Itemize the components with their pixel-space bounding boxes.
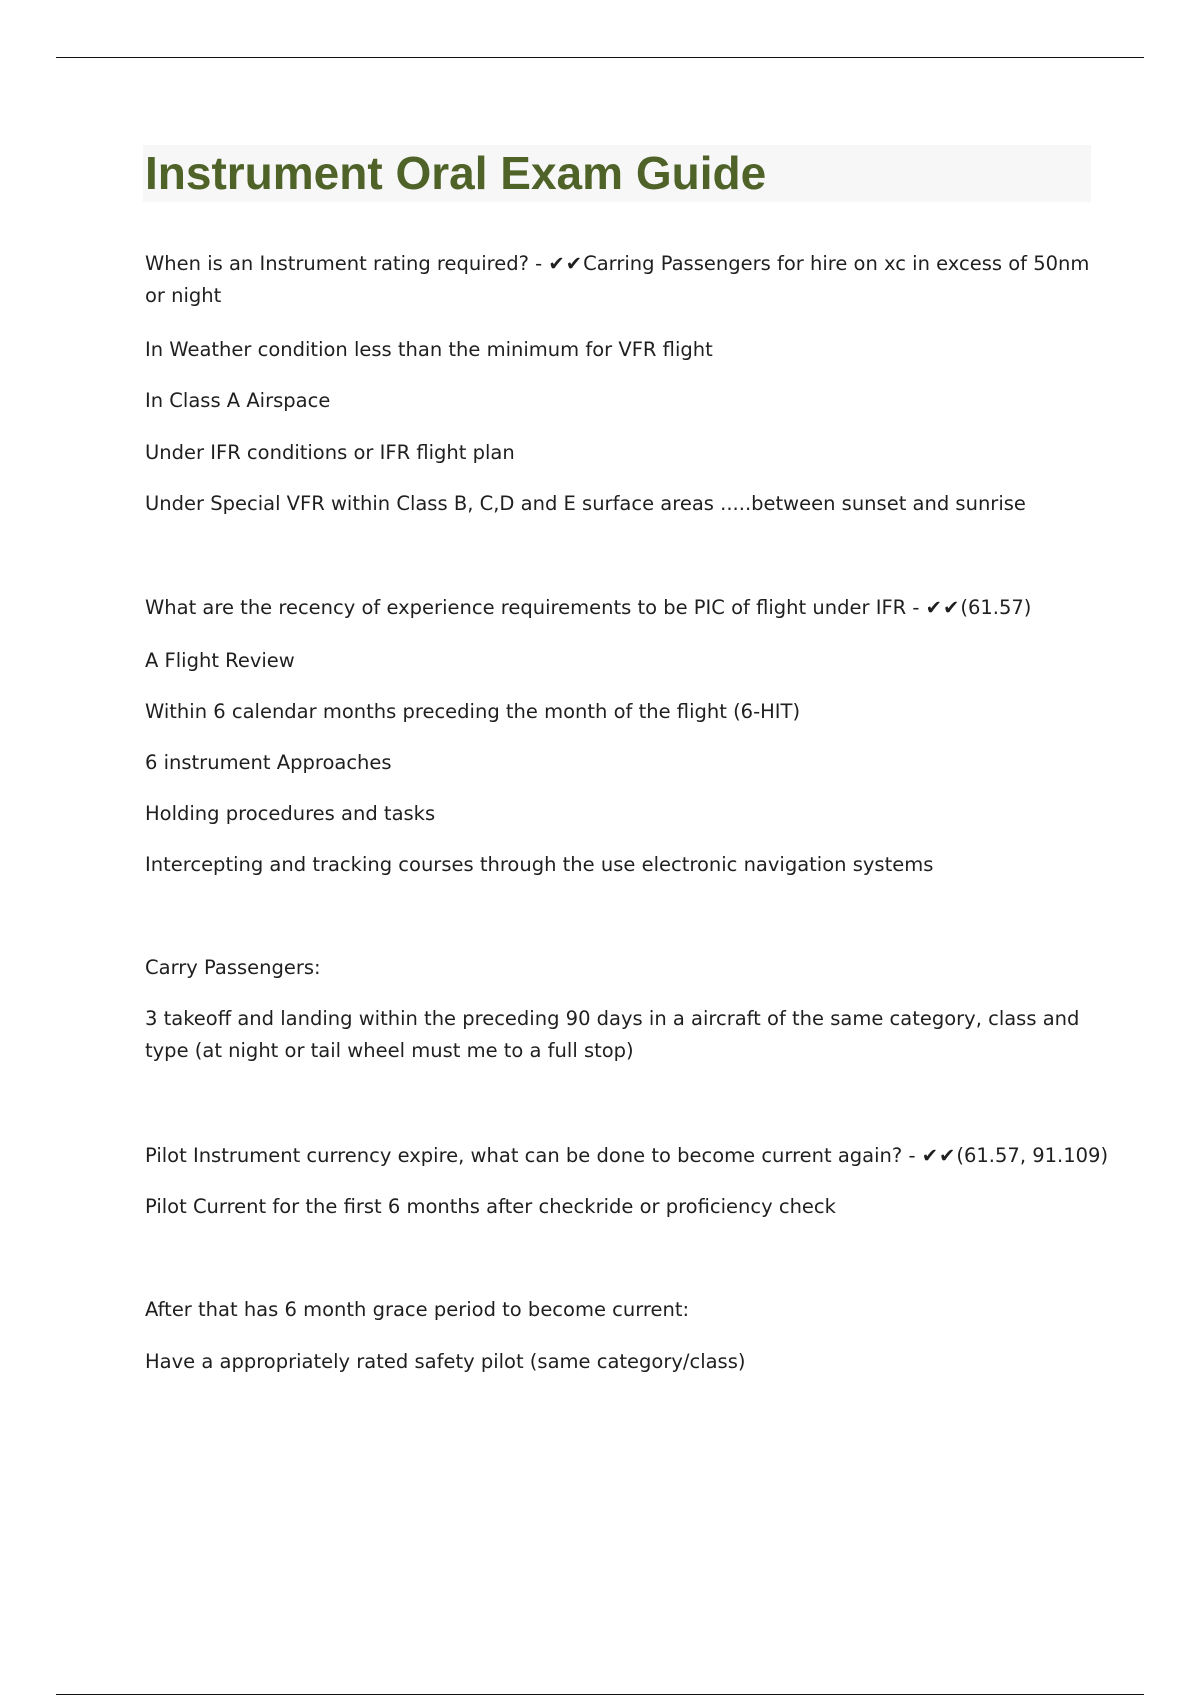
header-rule [56,57,1144,58]
question-paragraph [145,248,1105,312]
question-text: What are the recency of experience requirements to be PIC of flight under IFR - [145,596,926,619]
answer-line: Holding procedures and tasks [145,802,436,825]
answer-line: 3 takeoff and landing within the preceding 90 days in a aircraft of the same category, class and type (at night or tail wheel must me to a full stop) [145,1007,1080,1062]
document-title: Instrument Oral Exam Guide [145,147,767,199]
question-paragraph [145,592,1031,624]
answer-line: 6 instrument Approaches [145,751,392,774]
answer-line: In Weather condition less than the minimum for VFR flight [145,338,713,361]
question-paragraph [145,1140,1108,1172]
answer-text: Carring Passengers for hire on xc in excess of 50nm or night [145,252,1090,307]
answer-line: Have a appropriately rated safety pilot (same category/class) [145,1350,746,1373]
answer-line: Pilot Current for the first 6 months after checkride or proficiency check [145,1195,836,1218]
answer-line: Carry Passengers: [145,956,321,979]
question-text: When is an Instrument rating required? - [145,252,549,275]
check-marks: ✔✔ [921,1144,957,1167]
check-marks: ✔✔ [548,252,584,275]
answer-text: (61.57) [960,596,1032,619]
answer-line: Within 6 calendar months preceding the month of the flight (6-HIT) [145,700,801,723]
answer-line: A Flight Review [145,649,295,672]
answer-line: In Class A Airspace [145,389,331,412]
answer-line: Under Special VFR within Class B, C,D and E surface areas .....between sunset and sunrise [145,492,1026,515]
answer-text: (61.57, 91.109) [956,1144,1109,1167]
check-marks: ✔✔ [925,596,961,619]
question-text: Pilot Instrument currency expire, what can be done to become current again? - [145,1144,922,1167]
answer-line: After that has 6 month grace period to become current: [145,1298,690,1321]
answer-line: Under IFR conditions or IFR flight plan [145,441,515,464]
footer-rule [56,1694,1144,1695]
answer-line: Intercepting and tracking courses through the use electronic navigation systems [145,853,934,876]
